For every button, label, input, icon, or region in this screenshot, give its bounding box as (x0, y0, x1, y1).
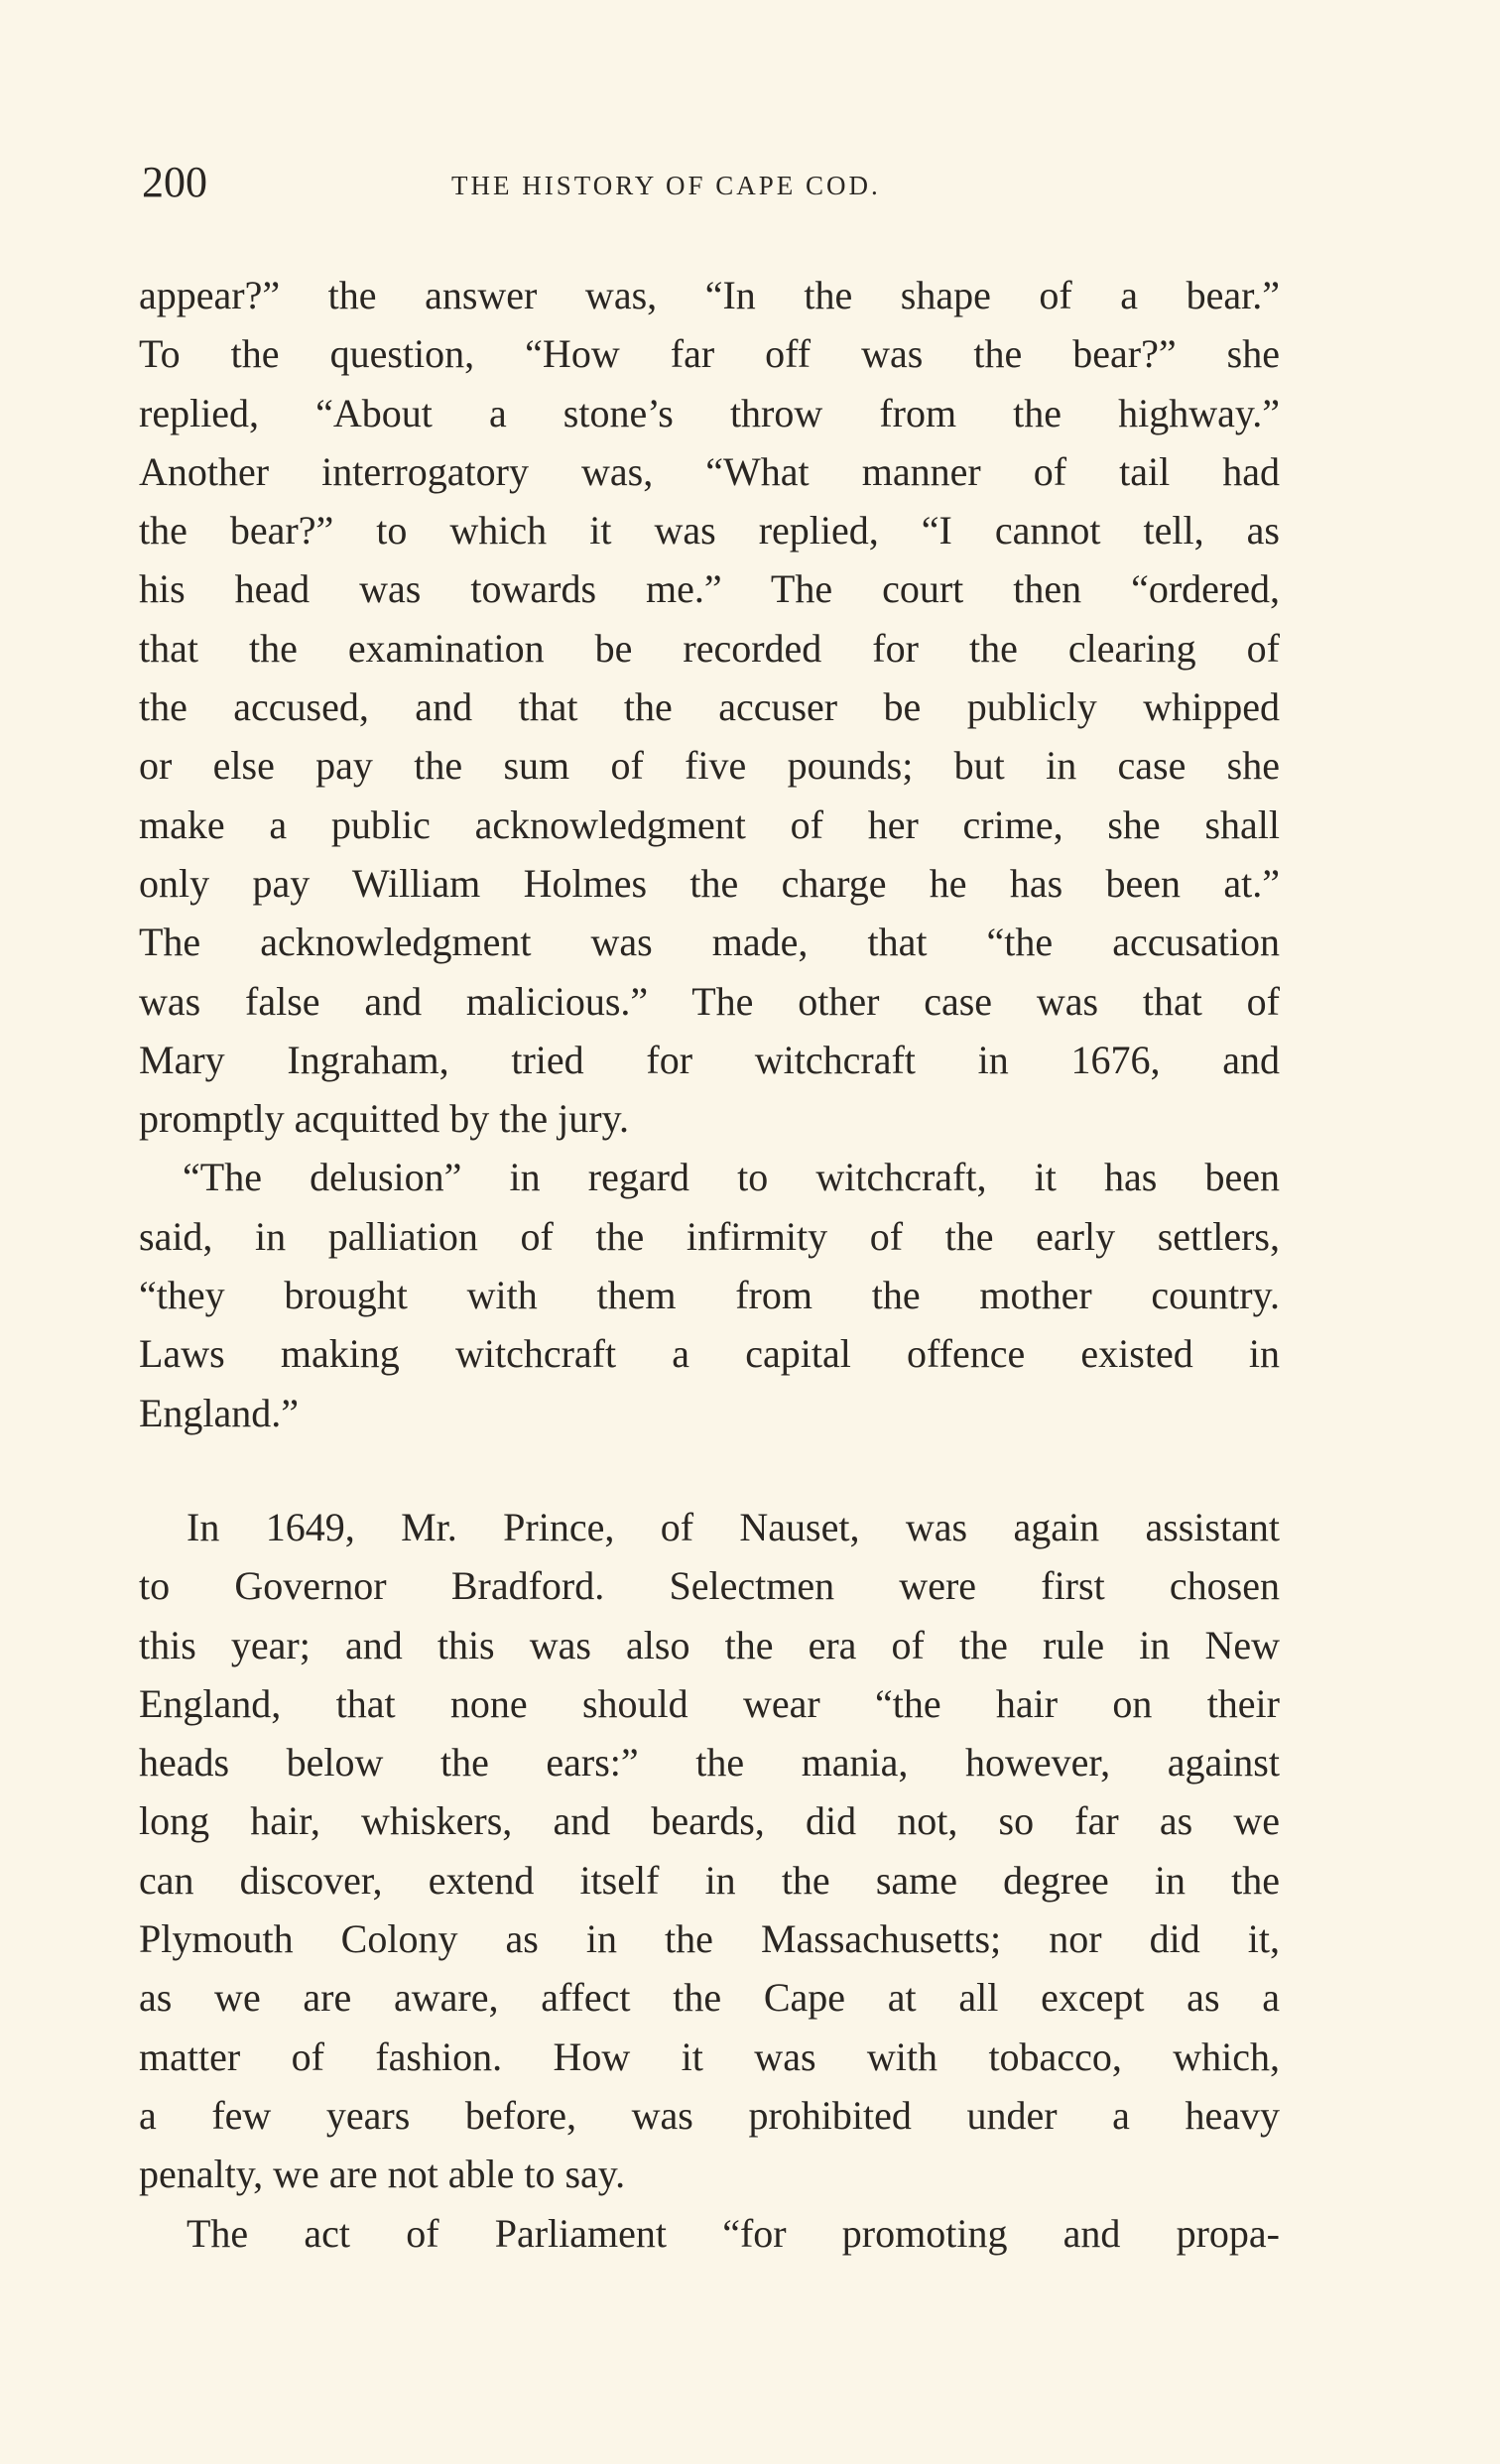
text-line: a few years before, was prohibited under a heavy (139, 2092, 1280, 2138)
text-line: In 1649, Mr. Prince, of Nauset, was again assistant (187, 1504, 1280, 1549)
text-line: “they brought with them from the mother country. (139, 1273, 1280, 1318)
text-line: The act of Parliament “for promoting and propa- (187, 2210, 1280, 2256)
page-header (142, 157, 1275, 216)
text-line: appear?” the answer was, “In the shape of a bear.” (139, 273, 1280, 317)
text-line: To the question, “How far off was the bear?” she (139, 331, 1280, 377)
text-line: make a public acknowledgment of her crime, she shall (139, 801, 1280, 847)
section-gap (139, 1442, 1280, 1498)
text-line: the accused, and that the accuser be publicly whipped (139, 684, 1280, 730)
paragraph (139, 1148, 1280, 1441)
text-line: The acknowledgment was made, that “the accusation (139, 920, 1280, 965)
text-line: to Governor Bradford. Selectmen were first chosen (139, 1563, 1280, 1609)
text-line: Mary Ingraham, tried for witchcraft in 1676, and (139, 1037, 1280, 1082)
text-line: penalty, we are not able to say. (139, 2152, 626, 2197)
text-line: this year; and this was also the era of the rule in New (139, 1622, 1280, 1667)
text-line: can discover, extend itself in the same degree in the (139, 1857, 1280, 1903)
text-line: Laws making witchcraft a capital offence existed in (139, 1331, 1280, 1377)
page-number: 200 (142, 158, 207, 206)
text-line: was false and malicious.” The other case was that of (139, 978, 1280, 1024)
text-line: “The delusion” in regard to witchcraft, it has been (183, 1155, 1280, 1200)
text-line: that the examination be recorded for the clearing of (139, 625, 1280, 671)
text-line: the bear?” to which it was replied, “I cannot tell, as (139, 508, 1280, 554)
text-line: said, in palliation of the infirmity of the early settlers, (139, 1213, 1280, 1259)
text-line: Another interrogatory was, “What manner of tail had (139, 448, 1280, 494)
text-line: as we are aware, affect the Cape at all except as a (139, 1975, 1280, 2021)
text-line: matter of fashion. How it was with tobacco, which, (139, 2033, 1280, 2079)
text-line: heads below the ears:” the mania, however, against (139, 1740, 1280, 1786)
running-title: THE HISTORY OF CAPE COD. (451, 171, 881, 200)
text-line: England.” (139, 1390, 300, 1435)
text-line: Plymouth Colony as in the Massachusetts; nor did it, (139, 1916, 1280, 1962)
text-line: replied, “About a stone’s throw from the highway.” (139, 390, 1280, 435)
text-line: promptly acquitted by the jury. (139, 1096, 629, 1142)
paragraph (139, 1498, 1280, 2204)
body-text (139, 266, 1280, 2263)
text-line: long hair, whiskers, and beards, did not, so far as we (139, 1798, 1280, 1844)
text-line: only pay William Holmes the charge he has been at.” (139, 860, 1280, 906)
paragraph (139, 266, 1280, 1148)
text-line: England, that none should wear “the hair on their (139, 1680, 1280, 1726)
text-line: or else pay the sum of five pounds; but in case she (139, 743, 1280, 789)
paragraph (139, 2204, 1280, 2263)
text-line: his head was towards me.” The court then “ordered, (139, 566, 1280, 612)
